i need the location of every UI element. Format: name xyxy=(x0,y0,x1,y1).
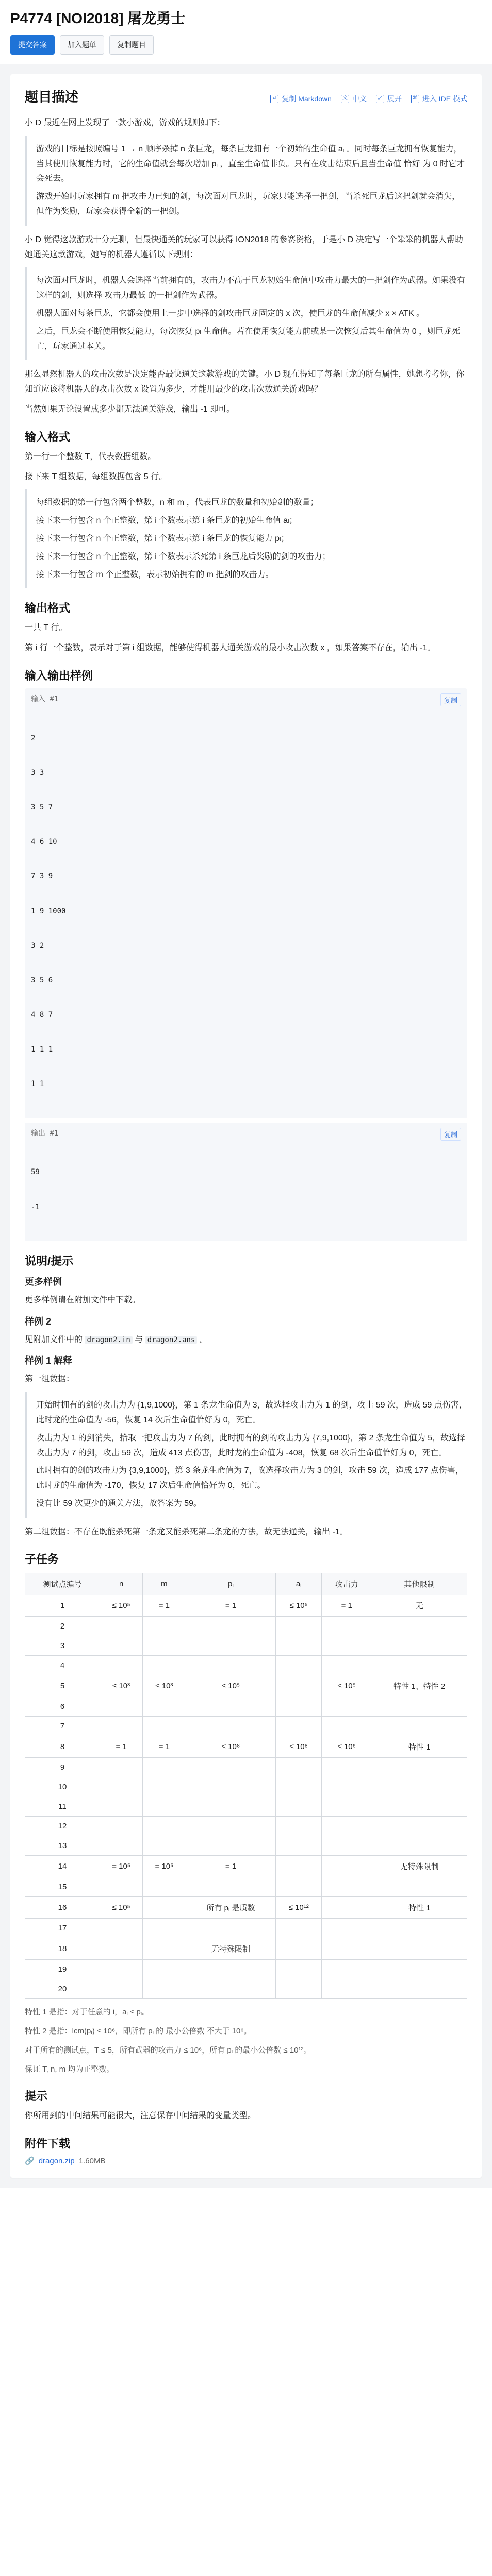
subtask-atk-cell xyxy=(321,1697,372,1717)
subtask-extra-cell xyxy=(372,1697,467,1717)
sample-input-lines xyxy=(31,709,461,1113)
subtask-p-cell xyxy=(186,1836,276,1856)
table-row xyxy=(25,1877,467,1897)
copy-sample-output-button[interactable]: 复制 xyxy=(440,1128,461,1141)
subtask-a-cell xyxy=(276,1777,321,1797)
subtask-n-cell: = 10⁵ xyxy=(100,1856,142,1877)
table-row xyxy=(25,1617,467,1636)
subtask-n-cell xyxy=(100,1636,142,1656)
subtask-m-cell xyxy=(143,1960,186,1979)
table-row xyxy=(25,1856,467,1877)
input-format-line: 接下来一行包含 m 个正整数，表示初始拥有的 m 把剑的攻击力。 xyxy=(36,570,274,579)
subtask-extra-cell: 特性 1 xyxy=(372,1897,467,1919)
robot-rules-quote xyxy=(25,267,467,360)
robot-rule-text: 机器人面对每条巨龙，它都会使用上一步中选择的剑攻击巨龙固定的 x 次，使巨龙的生命值减少 x × ATK 。 xyxy=(36,309,425,318)
subtask-m-cell xyxy=(143,1636,186,1656)
sample2-title: 样例 2 xyxy=(25,1316,52,1327)
copy-markdown-label: 复制 Markdown xyxy=(282,94,332,103)
subtask-m-cell xyxy=(143,1717,186,1736)
subtask-p-cell xyxy=(186,1656,276,1675)
subtask-extra-cell xyxy=(372,1877,467,1897)
subtask-extra-cell xyxy=(372,1656,467,1675)
header xyxy=(0,0,492,55)
subtask-m-cell xyxy=(143,1758,186,1777)
subtask-p-cell: = 1 xyxy=(186,1595,276,1617)
table-row xyxy=(25,1938,467,1960)
problem-tools xyxy=(270,94,467,104)
subtask-id-cell: 18 xyxy=(25,1938,100,1960)
subtask-p-cell: 所有 pᵢ 是质数 xyxy=(186,1897,276,1919)
subtask-id-cell: 5 xyxy=(25,1675,100,1697)
subtask-extra-cell xyxy=(372,1960,467,1979)
subtask-atk-cell: ≤ 10⁶ xyxy=(321,1736,372,1758)
problem-header xyxy=(25,87,467,111)
table-row xyxy=(25,1836,467,1856)
constraint2-text: 保证 T, n, m 均为正整数。 xyxy=(25,2065,114,2074)
subtask-id-cell: 2 xyxy=(25,1617,100,1636)
header-cell: m xyxy=(143,1573,186,1595)
subtask-a-cell xyxy=(276,1960,321,1979)
subtask-extra-cell xyxy=(372,1636,467,1656)
subtask-n-cell xyxy=(100,1817,142,1836)
code-line: 59 xyxy=(31,1168,40,1177)
subtask-extra-cell xyxy=(372,1758,467,1777)
problem-paragraph: 当然如果无论设置成多少都无法通关游戏，输出 -1 即可。 xyxy=(25,404,235,414)
subtask-extra-cell: 无特殊限制 xyxy=(372,1856,467,1877)
sample2-and: 与 xyxy=(135,1335,143,1344)
rule-text: 游戏的目标是按照编号 1 → n 顺序杀掉 n 条巨龙，每条巨龙拥有一个初始的生命值 aᵢ 。同时每条巨龙拥有恢复能力，当其使用恢复能力时，它的生命值就会每次增加 pᵢ ，直至生命值非负。只有在攻击结束后且当生命值 恰好 为 0 时它才会死去。 xyxy=(36,144,465,183)
subtask-n-cell: ≤ 10⁵ xyxy=(100,1595,142,1617)
subtask-p-cell xyxy=(186,1758,276,1777)
subtask-extra-cell: 特性 1、特性 2 xyxy=(372,1675,467,1697)
subtask-id-cell: 14 xyxy=(25,1856,100,1877)
subtask-a-cell xyxy=(276,1919,321,1938)
subtask-n-cell xyxy=(100,1617,142,1636)
input-format-quote xyxy=(25,489,467,588)
subtask-p-cell: = 1 xyxy=(186,1856,276,1877)
subtask-id-cell: 13 xyxy=(25,1836,100,1856)
subtasks-header-row xyxy=(25,1573,467,1595)
subtask-atk-cell xyxy=(321,1979,372,1999)
subtask-id-cell: 7 xyxy=(25,1717,100,1736)
table-row xyxy=(25,1897,467,1919)
subtask-atk-cell xyxy=(321,1877,372,1897)
subtask-atk-cell xyxy=(321,1777,372,1797)
language-tool[interactable] xyxy=(341,94,367,104)
subtask-n-cell xyxy=(100,1797,142,1817)
copy-icon: ⧉ xyxy=(270,95,278,103)
sample2-text xyxy=(25,1333,467,1348)
subtask-p-cell xyxy=(186,1919,276,1938)
subtask-m-cell xyxy=(143,1897,186,1919)
subtask-p-cell xyxy=(186,1960,276,1979)
submit-answer-button[interactable]: 提交答案 xyxy=(10,35,55,55)
sample2-ellipsis: 。 xyxy=(199,1335,208,1344)
subtask-extra-cell: 无 xyxy=(372,1595,467,1617)
sample-output-block xyxy=(25,1123,467,1241)
input-format-title: 输入格式 xyxy=(25,430,71,444)
output-format-text: 一共 T 行。 xyxy=(25,623,68,633)
code-line: 3 5 7 xyxy=(31,803,53,812)
header-cell: 攻击力 xyxy=(321,1573,372,1595)
first-group-label: 第一组数据： xyxy=(25,1375,75,1384)
subtask-extra-cell xyxy=(372,1919,467,1938)
subtasks-title: 子任务 xyxy=(25,1553,59,1566)
subtask-id-cell: 12 xyxy=(25,1817,100,1836)
subtask-m-cell xyxy=(143,1797,186,1817)
subtask-a-cell xyxy=(276,1717,321,1736)
subtask-extra-cell xyxy=(372,1836,467,1856)
subtask-m-cell: ≤ 10³ xyxy=(143,1675,186,1697)
subtasks-table xyxy=(25,1573,467,1999)
header-cell: pᵢ xyxy=(186,1573,276,1595)
table-row xyxy=(25,1979,467,1999)
subtask-atk-cell xyxy=(321,1938,372,1960)
subtask-a-cell xyxy=(276,1817,321,1836)
subtask-atk-cell xyxy=(321,1717,372,1736)
subtask-m-cell xyxy=(143,1656,186,1675)
input-format-line: 每组数据的第一行包含两个整数，n 和 m ，代表巨龙的数量和初始剑的数量； xyxy=(36,498,319,507)
subtask-extra-cell xyxy=(372,1817,467,1836)
add-to-list-button[interactable]: 加入题单 xyxy=(60,35,104,55)
subtask-id-cell: 15 xyxy=(25,1877,100,1897)
more-samples-text: 更多样例请在附加文件中下载。 xyxy=(25,1295,141,1304)
subtask-id-cell: 19 xyxy=(25,1960,100,1979)
content-area xyxy=(0,64,492,2188)
subtask-p-cell xyxy=(186,1797,276,1817)
sample1-explanation-quote xyxy=(25,1392,467,1518)
hint-text: 你所用到的中间结果可能很大，注意保存中间结果的变量类型。 xyxy=(25,2111,256,2121)
subtask-id-cell: 4 xyxy=(25,1656,100,1675)
attachment-file-name[interactable]: dragon.zip xyxy=(38,2156,75,2165)
table-row xyxy=(25,1675,467,1697)
code-line: -1 xyxy=(31,1202,40,1211)
subtask-extra-cell xyxy=(372,1797,467,1817)
subtask-p-cell xyxy=(186,1877,276,1897)
subtask-a-cell xyxy=(276,1877,321,1897)
code-line: 1 1 xyxy=(31,1080,44,1089)
subtask-extra-cell: 特性 1 xyxy=(372,1736,467,1758)
table-row xyxy=(25,1777,467,1797)
table-row xyxy=(25,1736,467,1758)
attachment-file-size: 1.60MB xyxy=(78,2156,106,2165)
subtask-n-cell: ≤ 10⁵ xyxy=(100,1897,142,1919)
table-row xyxy=(25,1919,467,1938)
header-actions xyxy=(10,35,482,55)
sample2-file-in: dragon2.in xyxy=(85,1336,132,1344)
subtask-id-cell: 9 xyxy=(25,1758,100,1777)
subtask-id-cell: 20 xyxy=(25,1979,100,1999)
subtask-p-cell: ≤ 10⁸ xyxy=(186,1736,276,1758)
ide-mode-label: 进入 IDE 模式 xyxy=(422,94,467,103)
subtask-id-cell: 6 xyxy=(25,1697,100,1717)
sample2-prefix: 见附加文件中的 xyxy=(25,1335,83,1344)
subtask-a-cell: ≤ 10¹² xyxy=(276,1897,321,1919)
subtask-extra-cell xyxy=(372,1717,467,1736)
subtask-m-cell xyxy=(143,1697,186,1717)
subtask-n-cell xyxy=(100,1656,142,1675)
subtask-p-cell xyxy=(186,1636,276,1656)
notes-title: 说明/提示 xyxy=(25,1254,74,1267)
header-cell: 其他限制 xyxy=(372,1573,467,1595)
subtask-a-cell xyxy=(276,1675,321,1697)
subtask-atk-cell xyxy=(321,1817,372,1836)
language-label: 中文 xyxy=(352,94,367,103)
subtask-p-cell xyxy=(186,1617,276,1636)
sample-input-block xyxy=(25,688,467,1118)
explanation-line: 攻击力为 1 的剑消失，拾取一把攻击力为 7 的剑，此时拥有的剑的攻击力为 {7,9,1000}，第 2 条龙生命值为 5，故选择攻击力为 7 的剑，攻击 59 次，造成 413 点伤害，此时龙的生命值为 -408，恢复 68 次后生命值恰好为 0，死亡。 xyxy=(36,1433,466,1458)
table-row xyxy=(25,1960,467,1979)
expand-icon: ⤢ xyxy=(376,95,384,103)
subtask-n-cell: ≤ 10³ xyxy=(100,1675,142,1697)
subtask-p-cell xyxy=(186,1697,276,1717)
hint-title: 提示 xyxy=(25,2090,48,2103)
code-line: 3 2 xyxy=(31,941,44,950)
subtask-p-cell xyxy=(186,1717,276,1736)
problem-paragraph: 小 D 觉得这款游戏十分无聊，但最快通关的玩家可以获得 ION2018 的参赛资格，于是小 D 决定写一个笨笨的机器人帮助她通关这款游戏，她写的机器人遵循以下规则： xyxy=(25,235,463,259)
subtask-atk-cell: = 1 xyxy=(321,1595,372,1617)
sample1-explanation-title: 样例 1 解释 xyxy=(25,1355,73,1366)
subtask-atk-cell xyxy=(321,1919,372,1938)
output-format-text: 第 i 行一个整数，表示对于第 i 组数据，能够使得机器人通关游戏的最小攻击次数 x ，如果答案不存在，输出 -1。 xyxy=(25,643,436,653)
feature1-text: 特性 1 是指：对于任意的 i，aᵢ ≤ pᵢ。 xyxy=(25,2008,150,2017)
problem-card xyxy=(10,74,482,2178)
code-line: 7 3 9 xyxy=(31,872,53,881)
feature2-text: 特性 2 是指：lcm(pᵢ) ≤ 10⁶，即所有 pᵢ 的 最小公倍数 不大于 10⁶。 xyxy=(25,2027,252,2036)
table-row xyxy=(25,1797,467,1817)
code-line: 1 1 1 xyxy=(31,1045,53,1054)
subtask-a-cell xyxy=(276,1617,321,1636)
code-line: 4 8 7 xyxy=(31,1011,53,1020)
rule-text: 游戏开始时玩家拥有 m 把攻击力已知的剑，每次面对巨龙时，玩家只能选择一把剑，当杀死巨龙后这把剑就会消失，但作为奖励，玩家会获得全新的一把剑。 xyxy=(36,192,461,216)
more-samples-title: 更多样例 xyxy=(25,1276,62,1287)
samples-title: 输入输出样例 xyxy=(25,669,93,682)
explanation-line: 此时拥有的剑的攻击力为 {3,9,1000}，第 3 条龙生命值为 7，故选择攻击力为 3 的剑，攻击 59 次，造成 177 点伤害，此时龙的生命值为 -170，恢复 17 次后生命值恰好为 0，死亡。 xyxy=(36,1466,464,1490)
subtask-atk-cell xyxy=(321,1617,372,1636)
subtask-m-cell xyxy=(143,1817,186,1836)
header-cell: 测试点编号 xyxy=(25,1573,100,1595)
header-cell: n xyxy=(100,1573,142,1595)
explanation-line: 开始时拥有的剑的攻击力为 {1,9,1000}，第 1 条龙生命值为 3，故选择攻击力为 1 的剑，攻击 59 次，造成 59 点伤害，此时龙的生命值为 -56，恢复 14 次后生命值恰好为 0，死亡。 xyxy=(36,1401,467,1425)
subtask-id-cell: 11 xyxy=(25,1797,100,1817)
second-group-text: 第二组数据：不存在既能杀死第一条龙又能杀死第二条龙的方法，故无法通关，输出 -1。 xyxy=(25,1527,348,1536)
subtask-a-cell xyxy=(276,1636,321,1656)
subtask-n-cell xyxy=(100,1717,142,1736)
code-line: 2 xyxy=(31,734,36,742)
subtask-m-cell xyxy=(143,1938,186,1960)
subtask-atk-cell xyxy=(321,1636,372,1656)
subtask-atk-cell xyxy=(321,1797,372,1817)
rules-quote xyxy=(25,136,467,226)
subtask-m-cell xyxy=(143,1617,186,1636)
subtask-a-cell: ≤ 10⁸ xyxy=(276,1736,321,1758)
input-format-line: 接下来一行包含 n 个正整数，第 i 个数表示杀死第 i 条巨龙后奖励的剑的攻击力； xyxy=(36,552,331,561)
subtask-a-cell xyxy=(276,1697,321,1717)
expand-label: 展开 xyxy=(387,94,402,103)
sample-output-lines xyxy=(31,1144,461,1236)
explanation-line: 没有比 59 次更少的通关方法，故答案为 59。 xyxy=(36,1499,202,1508)
subtask-atk-cell xyxy=(321,1856,372,1877)
copy-markdown-tool[interactable] xyxy=(270,94,331,104)
ide-icon: ⌘ xyxy=(411,95,419,103)
problem-description-title: 题目描述 xyxy=(25,89,79,105)
subtask-extra-cell xyxy=(372,1777,467,1797)
copy-problem-button[interactable]: 复制题目 xyxy=(109,35,154,55)
input-format-line: 接下来一行包含 n 个正整数，第 i 个数表示第 i 条巨龙的恢复能力 pᵢ； xyxy=(36,534,289,543)
language-icon: 文 xyxy=(341,95,349,103)
ide-mode-tool[interactable] xyxy=(411,94,467,104)
subtask-atk-cell: ≤ 10⁵ xyxy=(321,1675,372,1697)
input-format-line: 接下来一行包含 n 个正整数，第 i 个数表示第 i 条巨龙的初始生命值 aᵢ； xyxy=(36,516,298,526)
subtask-a-cell xyxy=(276,1856,321,1877)
subtask-m-cell: = 1 xyxy=(143,1595,186,1617)
sample-output-header xyxy=(31,1128,461,1141)
table-row xyxy=(25,1636,467,1656)
subtask-atk-cell xyxy=(321,1836,372,1856)
table-row xyxy=(25,1595,467,1617)
subtask-m-cell xyxy=(143,1877,186,1897)
code-line: 4 6 10 xyxy=(31,838,57,846)
attachments-title: 附件下载 xyxy=(25,2137,71,2150)
subtask-id-cell: 16 xyxy=(25,1897,100,1919)
subtask-atk-cell xyxy=(321,1897,372,1919)
subtask-a-cell xyxy=(276,1797,321,1817)
subtask-n-cell: = 1 xyxy=(100,1736,142,1758)
robot-rule-text: 每次面对巨龙时，机器人会选择当前拥有的，攻击力不高于巨龙初始生命值中攻击力最大的一把剑作为武器。如果没有这样的剑，则选择 攻击力最低 的一把剑作为武器。 xyxy=(36,276,466,300)
output-format-title: 输出格式 xyxy=(25,602,71,615)
subtask-a-cell xyxy=(276,1938,321,1960)
sample-input-header xyxy=(31,693,461,706)
subtask-n-cell xyxy=(100,1836,142,1856)
code-line: 1 9 1000 xyxy=(31,907,66,916)
subtask-atk-cell xyxy=(321,1960,372,1979)
subtask-a-cell: ≤ 10⁵ xyxy=(276,1595,321,1617)
subtask-m-cell xyxy=(143,1919,186,1938)
subtask-n-cell xyxy=(100,1777,142,1797)
subtask-p-cell xyxy=(186,1777,276,1797)
subtask-m-cell: = 10⁵ xyxy=(143,1856,186,1877)
subtask-id-cell: 3 xyxy=(25,1636,100,1656)
subtask-n-cell xyxy=(100,1979,142,1999)
subtask-a-cell xyxy=(276,1758,321,1777)
attachment-icon: 🔗 xyxy=(25,2157,35,2166)
subtask-extra-cell xyxy=(372,1938,467,1960)
subtask-m-cell xyxy=(143,1777,186,1797)
subtask-n-cell xyxy=(100,1960,142,1979)
sample-input-label: 输入 #1 xyxy=(31,694,59,703)
subtask-a-cell xyxy=(276,1656,321,1675)
subtask-atk-cell xyxy=(321,1656,372,1675)
subtask-a-cell xyxy=(276,1979,321,1999)
copy-sample-input-button[interactable]: 复制 xyxy=(440,693,461,706)
subtask-p-cell: ≤ 10⁵ xyxy=(186,1675,276,1697)
sample2-file-ans: dragon2.ans xyxy=(145,1336,198,1344)
subtask-p-cell xyxy=(186,1979,276,1999)
subtask-n-cell xyxy=(100,1919,142,1938)
attachment-item[interactable] xyxy=(25,2156,467,2165)
subtask-n-cell xyxy=(100,1758,142,1777)
code-line: 3 5 6 xyxy=(31,976,53,985)
subtask-atk-cell xyxy=(321,1758,372,1777)
table-row xyxy=(25,1656,467,1675)
problem-paragraph: 那么显然机器人的攻击次数是决定能否最快通关这款游戏的关键。小 D 现在得知了每条巨龙的所有属性，她想考考你，你知道应该将机器人的攻击次数 x 设置为多少，才能用最少的攻击次数通关游戏吗？ xyxy=(25,370,465,394)
subtask-m-cell xyxy=(143,1979,186,1999)
subtask-id-cell: 17 xyxy=(25,1919,100,1938)
header-cell: aᵢ xyxy=(276,1573,321,1595)
table-row xyxy=(25,1817,467,1836)
subtask-p-cell: 无特殊限制 xyxy=(186,1938,276,1960)
table-row xyxy=(25,1697,467,1717)
subtask-n-cell xyxy=(100,1697,142,1717)
table-row xyxy=(25,1717,467,1736)
subtask-n-cell xyxy=(100,1877,142,1897)
robot-rule-text: 之后，巨龙会不断使用恢复能力，每次恢复 pᵢ 生命值。若在使用恢复能力前或某一次恢复后其生命值为 0 ，则巨龙死亡，玩家通过本关。 xyxy=(36,327,461,351)
subtask-n-cell xyxy=(100,1938,142,1960)
page-title: P4774 [NOI2018] 屠龙勇士 xyxy=(10,10,186,26)
subtask-extra-cell xyxy=(372,1979,467,1999)
subtask-m-cell: = 1 xyxy=(143,1736,186,1758)
subtask-id-cell: 1 xyxy=(25,1595,100,1617)
subtask-a-cell xyxy=(276,1836,321,1856)
code-line: 3 3 xyxy=(31,768,44,777)
table-row xyxy=(25,1758,467,1777)
sample-output-label: 输出 #1 xyxy=(31,1129,59,1138)
subtask-extra-cell xyxy=(372,1617,467,1636)
subtask-id-cell: 10 xyxy=(25,1777,100,1797)
problem-intro: 小 D 最近在网上发现了一款小游戏，游戏的规则如下： xyxy=(25,118,225,127)
input-format-text: 第一行一个整数 T，代表数据组数。 xyxy=(25,452,156,461)
subtask-p-cell xyxy=(186,1817,276,1836)
input-format-text: 接下来 T 组数据，每组数据包含 5 行。 xyxy=(25,472,168,481)
expand-tool[interactable] xyxy=(376,94,402,104)
constraint1-text: 对于所有的测试点，T ≤ 5，所有武器的攻击力 ≤ 10⁶，所有 pᵢ 的最小公倍数 ≤ 10¹²。 xyxy=(25,2046,311,2055)
subtask-id-cell: 8 xyxy=(25,1736,100,1758)
subtask-m-cell xyxy=(143,1836,186,1856)
